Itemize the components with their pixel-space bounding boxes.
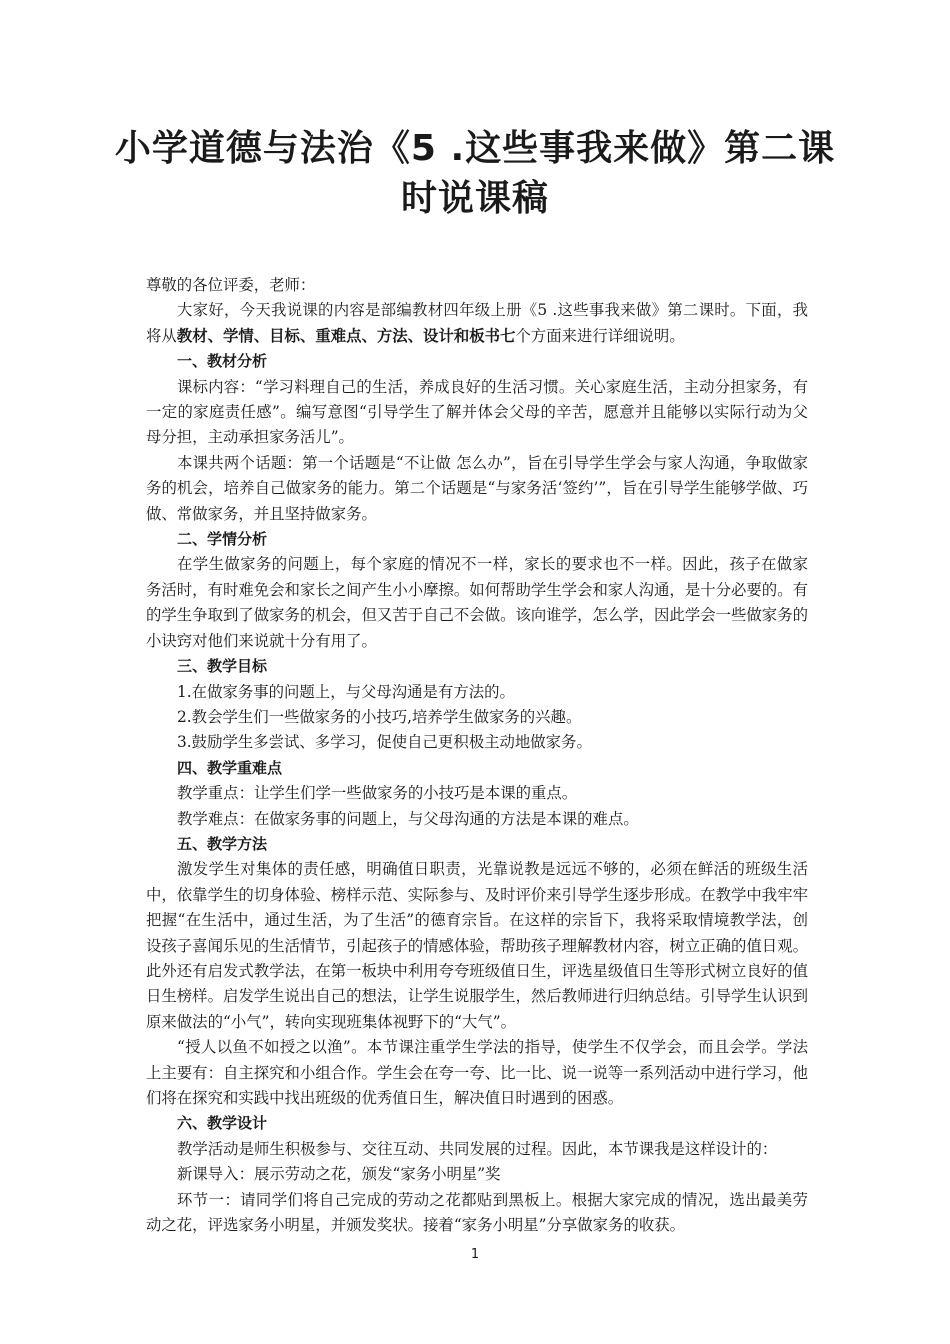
textbook-paragraph-1: 课标内容：“学习料理自己的生活，养成良好的生活习惯。关心家庭生活，主动分担家务，有一定的家庭责任感”。编写意图“引导学生了解并体会父母的辛苦，愿意并且能够以实际行动为父母分担，主动承担家务活儿”。 — [146, 377, 808, 447]
intro-paragraph — [146, 298, 808, 349]
design-paragraph-3: 环节一：请同学们将自己完成的劳动之花都贴到黑板上。根据大家完成的情况，选出最美劳动之花，评选家务小明星，并颁发奖状。接着“家务小明星”分享做家务的收获。 — [146, 1190, 808, 1235]
intro-bold-text: 教材、学情、目标、重难点、方法、设计和板书七 — [176, 326, 516, 345]
section-heading-students: 二、学情分析 — [177, 530, 268, 549]
students-paragraph: 在学生做家务的问题上，每个家庭的情况不一样，家长的要求也不一样。因此，孩子在做家务活时，有时难免会和家长之间产生小小摩擦。如何帮助学生学会和家人沟通，是十分必要的。有的学生争取到了做家务的机会，但又苦于自己不会做。该向谁学，怎么学，因此学会一些做家务的小诀窍对他们来说就十分有用了。 — [146, 555, 808, 650]
section-heading-textbook: 一、教材分析 — [177, 352, 268, 371]
section-heading-key-points: 四、教学重难点 — [177, 758, 283, 777]
document-title — [100, 124, 850, 224]
section-heading-design: 六、教学设计 — [177, 1114, 268, 1133]
intro-text-2: 个方面来进行详细说明。 — [515, 326, 685, 345]
design-paragraph-2: 新课导入：展示劳动之花，颁发“家务小明星”奖 — [177, 1165, 501, 1184]
goal-item: 2.教会学生们一些做家务的小技巧,培养学生做家务的兴趣。 — [177, 707, 582, 726]
greeting: 尊敬的各位评委，老师： — [146, 276, 316, 294]
page-number: 1 — [470, 1247, 480, 1262]
goal-item: 1.在做家务事的问题上，与父母沟通是有方法的。 — [177, 682, 515, 701]
intro-text-1: 大家好，今天我说课的内容是部编教材四年级上册《5 .这些事我来做》第二课时。下面，我将从 — [146, 301, 808, 345]
section-heading-goals: 三、教学目标 — [177, 657, 268, 676]
textbook-paragraph-2: 本课共两个话题：第一个话题是“不让做 怎么办”，旨在引导学生学会与家人沟通，争取做家务的机会，培养自己做家务的能力。第二个话题是“与家务活‘签约’”，旨在引导学生能够学做、巧做、常做家务，并且坚持做家务。 — [146, 453, 808, 523]
document-body — [146, 273, 808, 1238]
design-paragraph-1: 教学活动是师生积极参与、交往互动、共同发展的过程。因此，本节课我是这样设计的： — [177, 1139, 778, 1158]
title-line-2: 时说课稿 — [400, 178, 549, 219]
title-line-1: 小学道德与法治《5 .这些事我来做》第二课 — [114, 128, 836, 169]
methods-paragraph-1: 激发学生对集体的责任感，明确值日职责，光靠说教是远远不够的，必须在鲜活的班级生活中，依靠学生的切身体验、榜样示范、实际参与、及时评价来引导学生逐步形成。在教学中我牢牢把握“在生活中，通过生活，为了生活”的德育宗旨。在这样的宗旨下，我将采取情境教学法，创设孩子喜闻乐见的生活情节，引起孩子的情感体验，帮助孩子理解教材内容，树立正确的值日观。此外还有启发式教学法，在第一板块中利用夸夸班级值日生，评选星级值日生等形式树立良好的值日生榜样。启发学生说出自己的想法，让学生说服学生，然后教师进行归纳总结。引导学生认识到原来做法的“小气”，转向实现班集体视野下的“大气”。 — [146, 860, 808, 1031]
section-heading-methods: 五、教学方法 — [177, 834, 268, 853]
key-point: 教学重点：让学生们学一些做家务的小技巧是本课的重点。 — [177, 784, 578, 803]
methods-paragraph-2: “授人以鱼不如授之以渔”。本节课注重学生学法的指导，使学生不仅学会，而且会学。学法上主要有：自主探究和小组合作。学生会在夸一夸、比一比、说一说等一系列活动中进行学习，他们将在探究和实践中找出班级的优秀值日生，解决值日时遇到的困惑。 — [146, 1038, 808, 1107]
difficult-point: 教学难点：在做家务事的问题上，与父母沟通的方法是本课的难点。 — [177, 809, 639, 828]
goal-item: 3.鼓励学生多尝试、多学习，促使自己更积极主动地做家务。 — [177, 733, 592, 752]
